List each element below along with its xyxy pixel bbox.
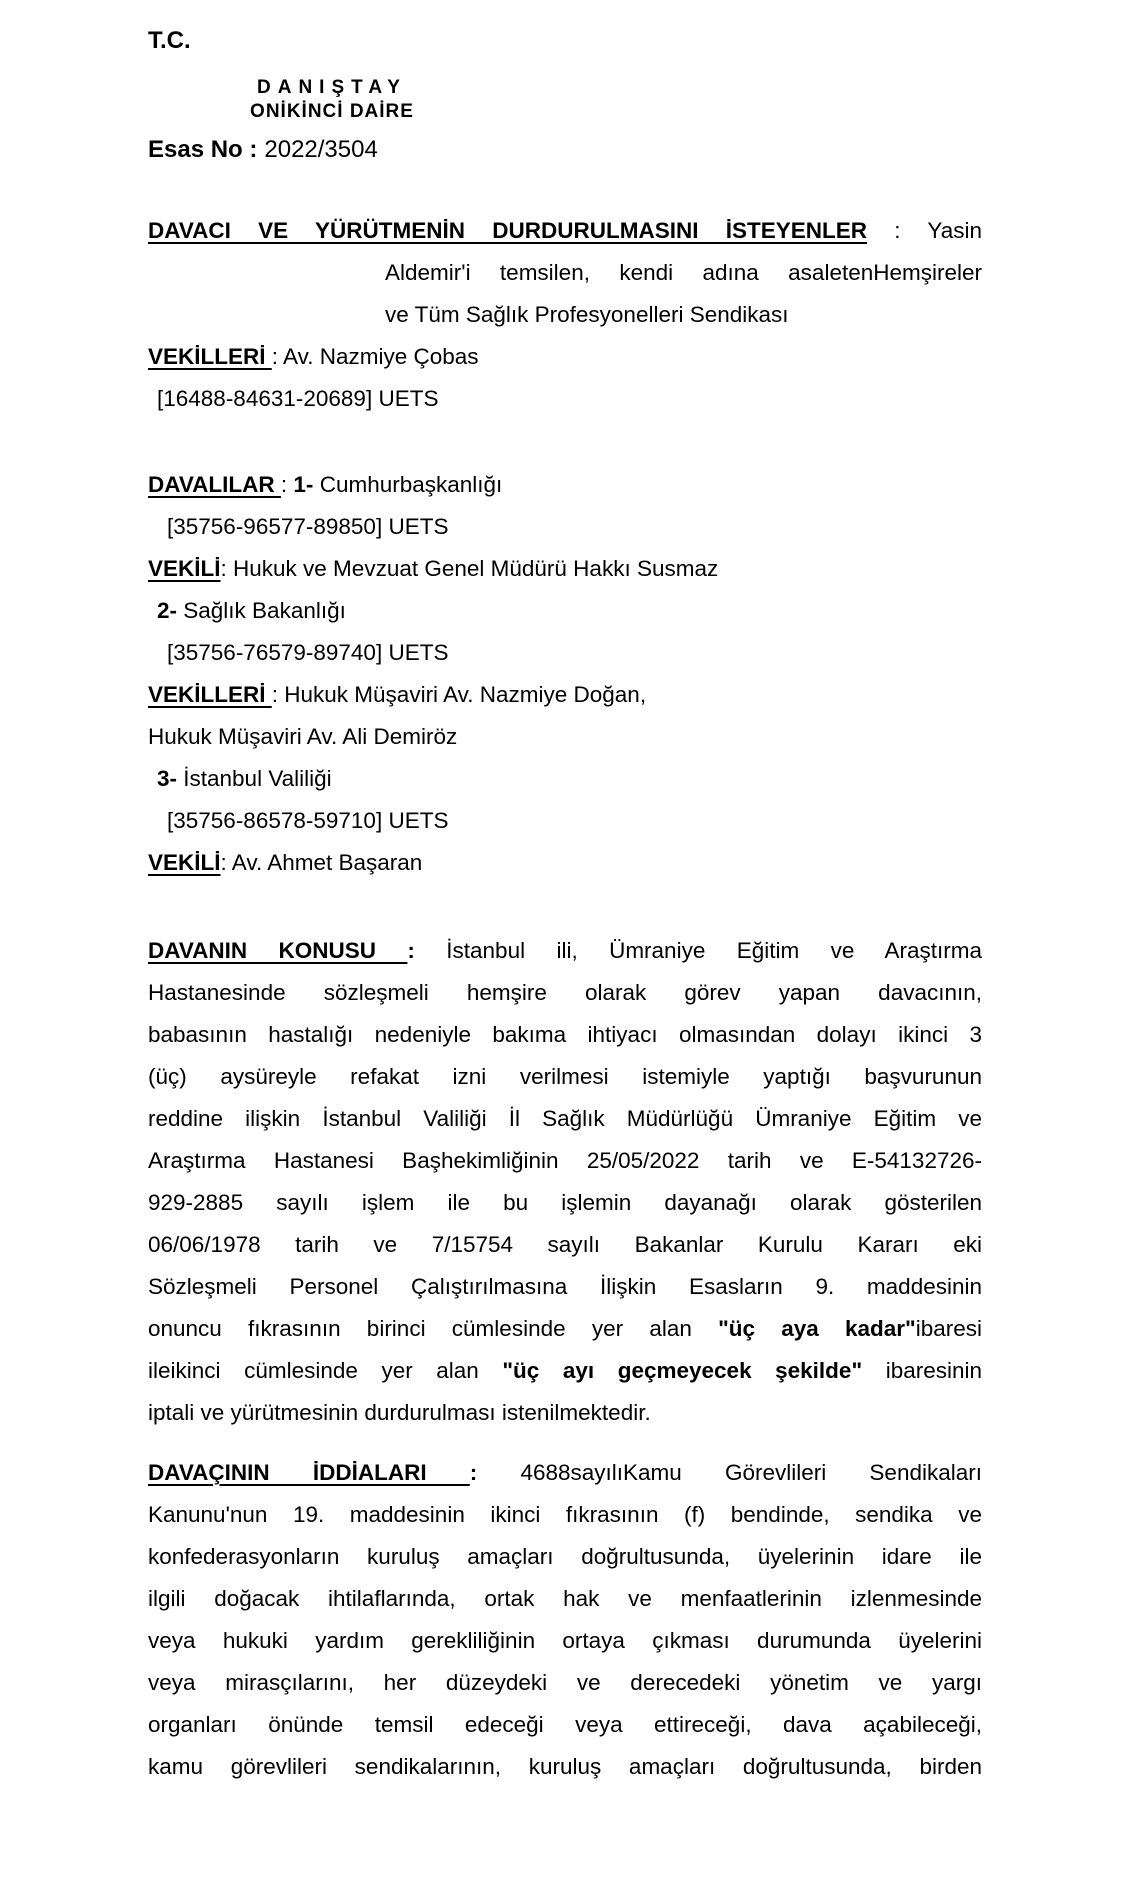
plain-text: 4688sayılıKamu Görevlileri Sendikaları	[477, 1460, 982, 1485]
plain-text: İstanbul ili, Ümraniye Eğitim ve Araştırma	[414, 938, 982, 963]
parties-block	[148, 210, 982, 884]
plain-text: veya hukuki yardım gerekliliğinin ortaya çıkması durumunda üyelerini	[148, 1628, 982, 1653]
party-line	[148, 842, 982, 884]
case-number-value: 2022/3504	[264, 136, 378, 163]
emphasis-text: DAVAÇININ İDDİALARI	[148, 1460, 470, 1485]
claims-line	[148, 1704, 982, 1746]
claims-paragraph	[148, 1452, 982, 1788]
emphasis-text: VEKİLİ	[148, 556, 221, 581]
plain-text: ibaresi	[915, 1316, 982, 1341]
party-line	[148, 378, 982, 420]
emphasis-text: DAVALILAR	[148, 472, 281, 497]
plain-text: konfederasyonların kuruluş amaçları doğrultusunda, üyelerinin idare ile	[148, 1544, 982, 1569]
plain-text: Sağlık Bakanlığı	[177, 598, 346, 623]
subject-line	[148, 1392, 982, 1434]
plain-text: Hukuk Müşaviri Av. Ali Demiröz	[148, 724, 458, 749]
court-header	[148, 76, 516, 124]
subject-line	[148, 1350, 982, 1392]
subject-line	[148, 972, 982, 1014]
subject-paragraph	[148, 930, 982, 1434]
party-line	[148, 590, 982, 632]
plain-text: 06/06/1978 tarih ve 7/15754 sayılı Bakanlar Kurulu Kararı eki	[148, 1232, 982, 1257]
subject-line	[148, 1308, 982, 1350]
plain-text: : Av. Nazmiye Çobas	[271, 344, 479, 369]
emphasis-text: "üç ayı geçmeyecek şekilde"	[502, 1358, 863, 1383]
plain-text: : Hukuk Müşaviri Av. Nazmiye Doğan,	[271, 682, 647, 707]
plain-text: babasının hastalığı nedeniyle bakıma ihtiyacı olmasından dolayı ikinci 3	[148, 1022, 982, 1047]
subject-line	[148, 1182, 982, 1224]
claims-line	[148, 1452, 982, 1494]
emphasis-text: :	[469, 1460, 478, 1485]
claims-line	[148, 1494, 982, 1536]
plain-text: 929-2885 sayılı işlem ile bu işlemin dayanağı olarak gösterilen	[148, 1190, 982, 1215]
plain-text: Kanunu'nun 19. maddesinin ikinci fıkrasının (f) bendinde, sendika ve	[148, 1502, 982, 1527]
party-line	[148, 210, 982, 252]
plain-text: [16488-84631-20689] UETS	[157, 386, 439, 411]
plain-text: Araştırma Hastanesi Başhekimliğinin 25/05/2022 tarih ve E-54132726-	[148, 1148, 982, 1173]
plain-text: [35756-86578-59710] UETS	[167, 808, 449, 833]
plain-text: ileikinci cümlesinde yer alan	[148, 1358, 503, 1383]
party-line	[148, 252, 982, 294]
claims-line	[148, 1746, 982, 1788]
plain-text: Aldemir'i temsilen, kendi adına asaletenHemşireler	[385, 260, 982, 285]
emphasis-text: VEKİLİ	[148, 850, 221, 875]
chamber-name: ONİKİNCİ DAİRE	[250, 101, 414, 122]
emphasis-text: DAVANIN KONUSU	[148, 938, 408, 963]
party-line	[148, 506, 982, 548]
emphasis-text: 2-	[157, 598, 178, 623]
subject-line	[148, 1014, 982, 1056]
republic-label: T.C.	[148, 27, 191, 54]
plain-text: organları önünde temsil edeceği veya ettireceği, dava açabileceği,	[148, 1712, 982, 1737]
document-header	[148, 26, 982, 166]
plain-text: reddine ilişkin İstanbul Valiliği İl Sağlık Müdürlüğü Ümraniye Eğitim ve	[148, 1106, 982, 1131]
plain-text: kamu görevlileri sendikalarının, kuruluş amaçları doğrultusunda, birden	[148, 1754, 982, 1779]
case-number-line	[148, 134, 982, 166]
party-line	[148, 758, 982, 800]
emphasis-text: VEKİLLERİ	[148, 344, 272, 369]
plain-text: ilgili doğacak ihtilaflarında, ortak hak ve menfaatlerinin izlenmesinde	[148, 1586, 982, 1611]
subject-line	[148, 1140, 982, 1182]
plain-text: onuncu fıkrasının birinci cümlesinde yer alan	[148, 1316, 719, 1341]
party-line	[148, 464, 982, 506]
plain-text: Hastanesinde sözleşmeli hemşire olarak görev yapan davacının,	[148, 980, 982, 1005]
claims-line	[148, 1662, 982, 1704]
party-line	[148, 800, 982, 842]
subject-line	[148, 1266, 982, 1308]
case-number-label: Esas No :	[148, 136, 258, 163]
party-line	[148, 674, 982, 716]
plain-text: ve Tüm Sağlık Profesyonelleri Sendikası	[385, 302, 789, 327]
emphasis-text: VEKİLLERİ	[148, 682, 272, 707]
party-line	[148, 716, 982, 758]
subject-line	[148, 930, 982, 972]
subject-line	[148, 1056, 982, 1098]
plain-text: Cumhurbaşkanlığı	[313, 472, 503, 497]
plain-text: (üç) aysüreyle refakat izni verilmesi istemiyle yaptığı başvurunun	[148, 1064, 982, 1089]
emphasis-text: "üç aya kadar"	[718, 1316, 916, 1341]
plain-text: [35756-96577-89850] UETS	[167, 514, 449, 539]
emphasis-text: :	[407, 938, 415, 963]
court-name: DANIŞTAY	[257, 77, 407, 98]
emphasis-text: 1-	[293, 472, 314, 497]
plain-text: İstanbul Valiliği	[177, 766, 332, 791]
plain-text: : Hukuk ve Mevzuat Genel Müdürü Hakkı Susmaz	[220, 556, 719, 581]
subject-line	[148, 1098, 982, 1140]
plain-text: Sözleşmeli Personel Çalıştırılmasına İlişkin Esasların 9. maddesinin	[148, 1274, 982, 1299]
party-line	[148, 336, 982, 378]
plain-text: iptali ve yürütmesinin durdurulması istenilmektedir.	[148, 1400, 651, 1425]
subject-line	[148, 1224, 982, 1266]
claims-line	[148, 1620, 982, 1662]
claims-line	[148, 1578, 982, 1620]
plain-text: ibaresinin	[862, 1358, 982, 1383]
party-line	[148, 632, 982, 674]
plain-text: :	[280, 472, 294, 497]
plain-text: : Yasin	[867, 218, 982, 243]
plain-text: veya mirasçılarını, her düzeydeki ve derecedeki yönetim ve yargı	[148, 1670, 982, 1695]
emphasis-text: DAVACI VE YÜRÜTMENİN DURDURULMASINI İSTEYENLER	[148, 218, 868, 243]
party-line	[148, 294, 982, 336]
emphasis-text: 3-	[157, 766, 178, 791]
plain-text: : Av. Ahmet Başaran	[220, 850, 423, 875]
claims-line	[148, 1536, 982, 1578]
plain-text: [35756-76579-89740] UETS	[167, 640, 449, 665]
party-line	[148, 548, 982, 590]
